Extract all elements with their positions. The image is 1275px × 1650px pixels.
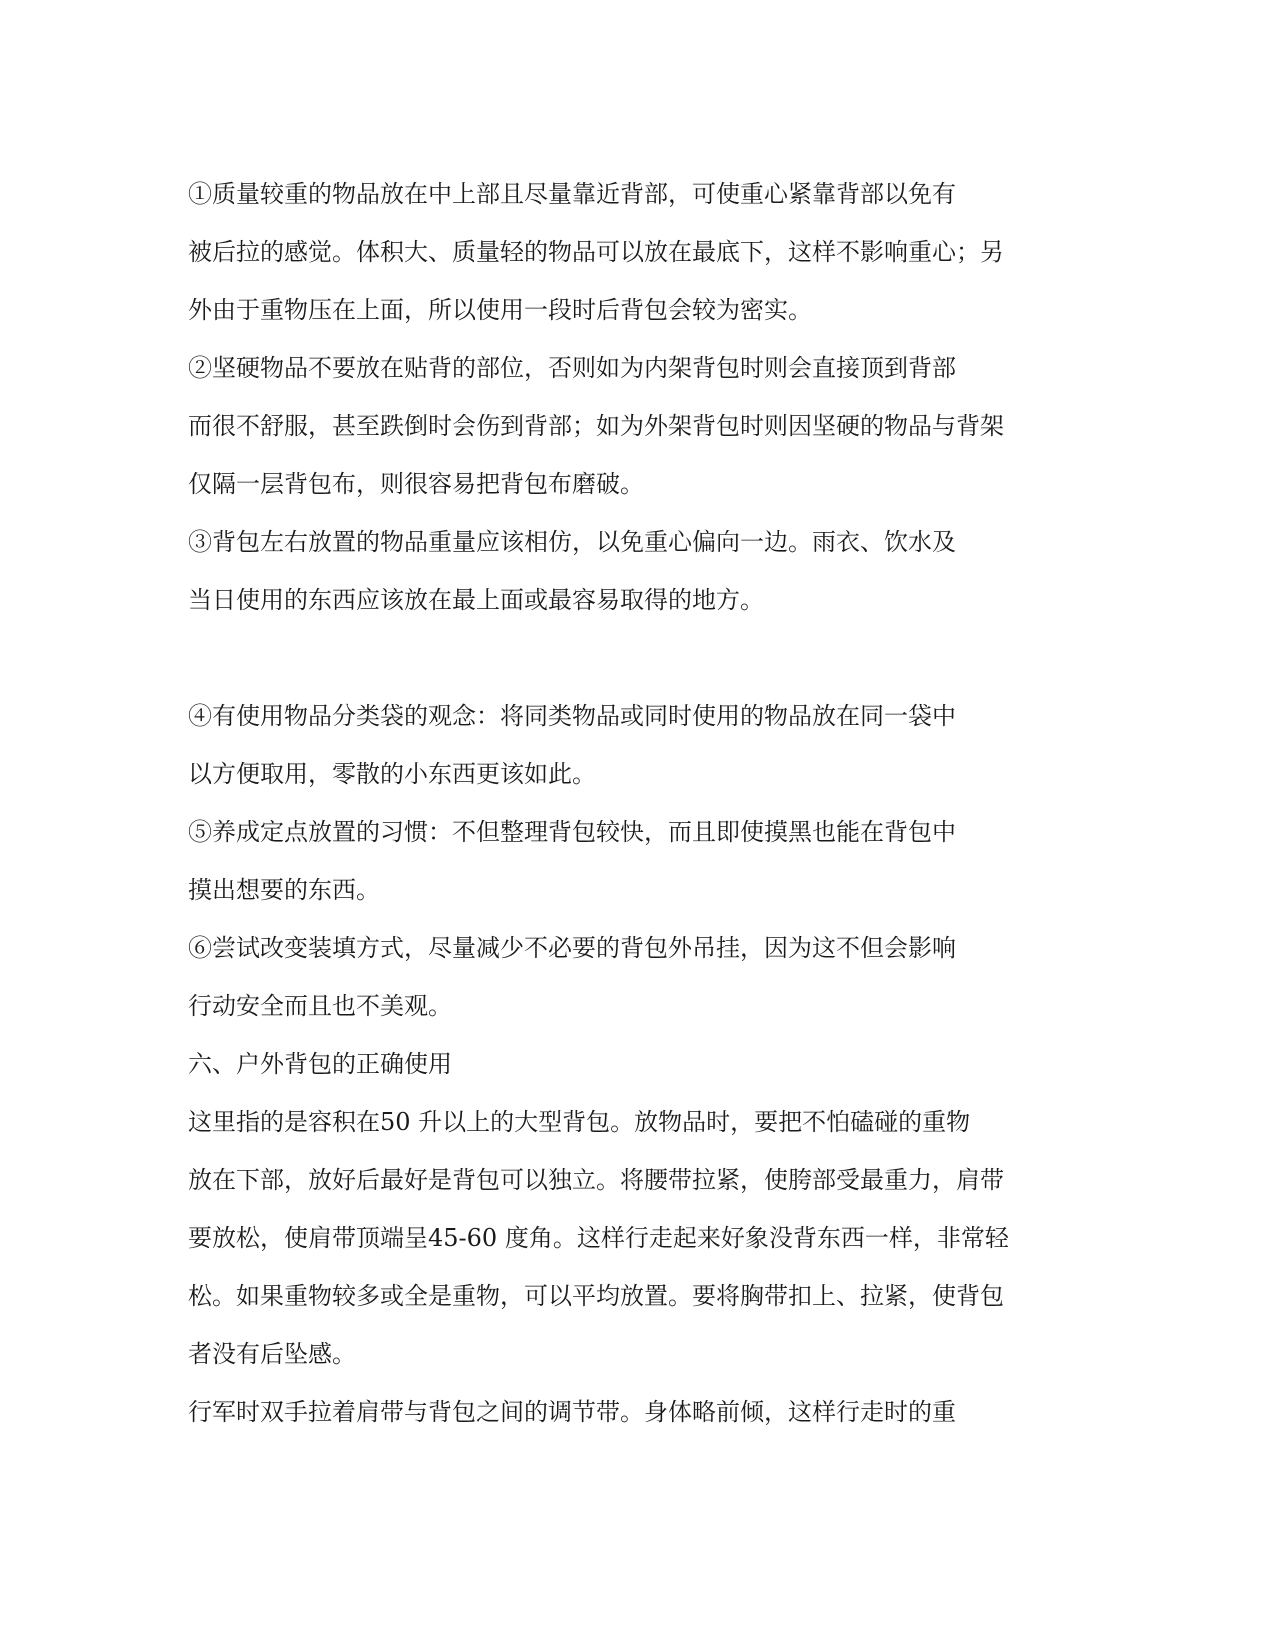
- text-line: 摸出想要的东西。: [188, 876, 380, 904]
- text-line: 行动安全而且也不美观。: [188, 992, 452, 1020]
- text-line: ⑤养成定点放置的习惯：不但整理背包较快，而且即使摸黑也能在背包中: [188, 818, 956, 846]
- text-line: ④有使用物品分类袋的观念：将同类物品或同时使用的物品放在同一袋中: [188, 702, 956, 730]
- text-line: 而很不舒服，甚至跌倒时会伤到背部；如为外架背包时则因坚硬的物品与背架: [188, 412, 1004, 440]
- text-line: 者没有后坠感。: [188, 1340, 356, 1368]
- text-line: 这里指的是容积在50 升以上的大型背包。放物品时，要把不怕磕碰的重物: [188, 1108, 971, 1136]
- text-line: 仅隔一层背包布，则很容易把背包布磨破。: [188, 470, 644, 498]
- text-line: ①质量较重的物品放在中上部且尽量靠近背部，可使重心紧靠背部以免有: [188, 180, 956, 208]
- text-line: ⑥尝试改变装填方式，尽量减少不必要的背包外吊挂，因为这不但会影响: [188, 934, 956, 962]
- text-line: 松。如果重物较多或全是重物，可以平均放置。要将胸带扣上、拉紧，使背包: [188, 1282, 1004, 1310]
- text-line: 以方便取用，零散的小东西更该如此。: [188, 760, 596, 788]
- text-line: 要放松，使肩带顶端呈45-60 度角。这样行走起来好象没背东西一样，非常轻: [188, 1224, 1009, 1252]
- section-heading: 六、户外背包的正确使用: [188, 1050, 452, 1078]
- text-line: ②坚硬物品不要放在贴背的部位，否则如为内架背包时则会直接顶到背部: [188, 354, 956, 382]
- text-line: 行军时双手拉着肩带与背包之间的调节带。身体略前倾，这样行走时的重: [188, 1398, 956, 1426]
- text-line: 被后拉的感觉。体积大、质量轻的物品可以放在最底下，这样不影响重心；另: [188, 238, 1004, 266]
- text-line: 当日使用的东西应该放在最上面或最容易取得的地方。: [188, 586, 764, 614]
- text-line: 放在下部，放好后最好是背包可以独立。将腰带拉紧，使胯部受最重力，肩带: [188, 1166, 1004, 1194]
- text-line: ③背包左右放置的物品重量应该相仿，以免重心偏向一边。雨衣、饮水及: [188, 528, 956, 556]
- text-line: 外由于重物压在上面，所以使用一段时后背包会较为密实。: [188, 296, 812, 324]
